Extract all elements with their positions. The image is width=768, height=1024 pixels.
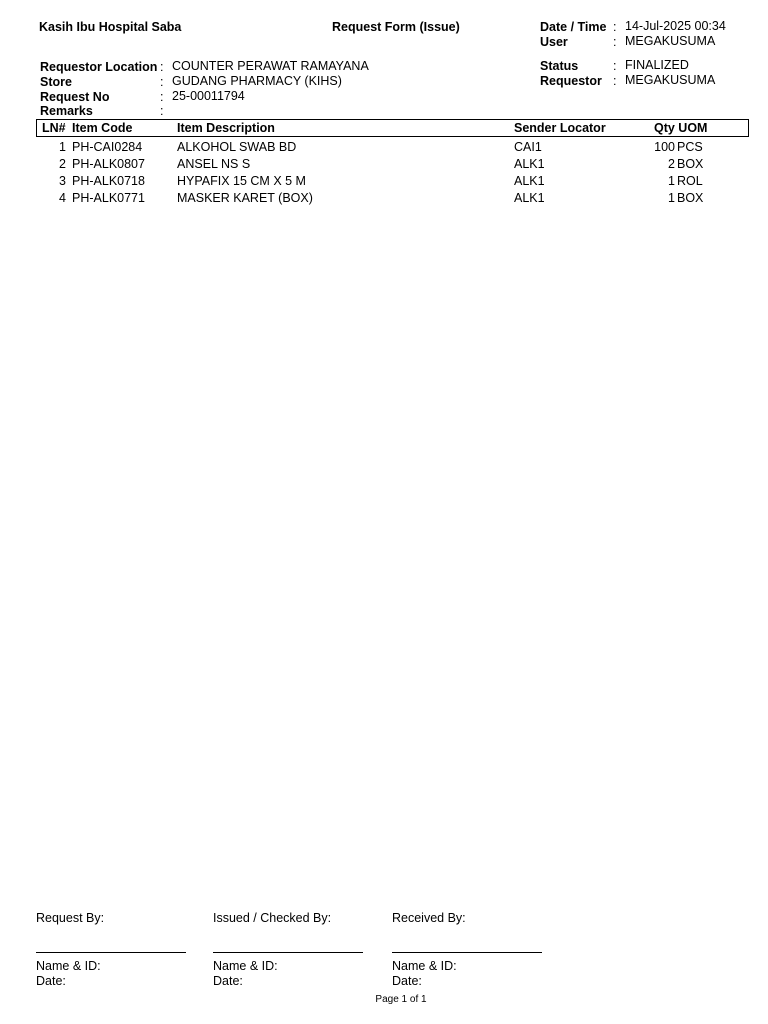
status-label: Status <box>540 59 579 73</box>
table-row <box>0 191 768 208</box>
row-qty: 100 <box>654 140 675 154</box>
requestor-colon: : <box>613 74 617 88</box>
requestor-location-colon: : <box>160 60 164 74</box>
datetime-colon: : <box>613 20 617 34</box>
col-ln-header: LN# <box>42 121 66 135</box>
request-by-date-label: Date: <box>36 974 66 988</box>
store-value: GUDANG PHARMACY (KIHS) <box>172 74 342 88</box>
request-by-name-id-label: Name & ID: <box>36 959 101 973</box>
requestor-label: Requestor <box>540 74 602 88</box>
issued-by-date-label: Date: <box>213 974 243 988</box>
row-item-code: PH-ALK0771 <box>72 191 145 205</box>
row-uom: PCS <box>677 140 703 154</box>
datetime-label: Date / Time <box>540 20 607 34</box>
row-uom: BOX <box>677 191 704 205</box>
received-by-date-label: Date: <box>392 974 422 988</box>
col-sender-locator-header: Sender Locator <box>514 121 606 135</box>
user-value: MEGAKUSUMA <box>625 34 716 48</box>
row-sender-locator: ALK1 <box>514 191 545 205</box>
row-sender-locator: ALK1 <box>514 157 545 171</box>
row-item-description: HYPAFIX 15 CM X 5 M <box>177 174 306 188</box>
request-no-value: 25-00011794 <box>172 89 245 103</box>
row-ln: 3 <box>59 174 66 188</box>
row-qty: 1 <box>668 191 675 205</box>
request-no-label: Request No <box>40 90 110 104</box>
remarks-label: Remarks <box>40 104 93 118</box>
issued-checked-by-label: Issued / Checked By: <box>213 911 332 925</box>
row-item-description: MASKER KARET (BOX) <box>177 191 313 205</box>
request-by-signature-line <box>36 952 186 953</box>
row-item-code: PH-ALK0718 <box>72 174 145 188</box>
user-colon: : <box>613 35 617 49</box>
page-number: Page 1 of 1 <box>375 994 427 1005</box>
requestor-location-label: Requestor Location <box>40 60 158 74</box>
store-colon: : <box>160 75 164 89</box>
request-by-label: Request By: <box>36 911 105 925</box>
row-item-description: ALKOHOL SWAB BD <box>177 140 297 154</box>
row-uom: ROL <box>677 174 703 188</box>
issued-by-name-id-label: Name & ID: <box>213 959 278 973</box>
received-by-name-id-label: Name & ID: <box>392 959 457 973</box>
issued-checked-by-signature-line <box>213 952 363 953</box>
row-sender-locator: CAI1 <box>514 140 542 154</box>
table-row <box>0 157 768 174</box>
row-ln: 4 <box>59 191 66 205</box>
received-by-signature-line <box>392 952 542 953</box>
status-colon: : <box>613 59 617 73</box>
col-qty-uom-header: Qty UOM <box>654 121 708 135</box>
hospital-name: Kasih Ibu Hospital Saba <box>39 20 182 34</box>
received-by-label: Received By: <box>392 911 466 925</box>
row-uom: BOX <box>677 157 704 171</box>
row-qty: 2 <box>668 157 675 171</box>
table-row <box>0 140 768 157</box>
row-item-description: ANSEL NS S <box>177 157 251 171</box>
datetime-value: 14-Jul-2025 00:34 <box>625 19 726 33</box>
row-item-code: PH-ALK0807 <box>72 157 145 171</box>
store-label: Store <box>40 75 72 89</box>
requestor-value: MEGAKUSUMA <box>625 73 716 87</box>
table-row <box>0 174 768 191</box>
table-header-box <box>36 119 749 137</box>
col-item-description-header: Item Description <box>177 121 275 135</box>
request-no-colon: : <box>160 90 164 104</box>
status-value: FINALIZED <box>625 58 689 72</box>
row-ln: 1 <box>59 140 66 154</box>
col-item-code-header: Item Code <box>72 121 133 135</box>
user-label: User <box>540 35 568 49</box>
row-ln: 2 <box>59 157 66 171</box>
requestor-location-value: COUNTER PERAWAT RAMAYANA <box>172 59 369 73</box>
row-item-code: PH-CAI0284 <box>72 140 143 154</box>
row-qty: 1 <box>668 174 675 188</box>
remarks-colon: : <box>160 104 164 118</box>
row-sender-locator: ALK1 <box>514 174 545 188</box>
form-title: Request Form (Issue) <box>332 20 460 34</box>
